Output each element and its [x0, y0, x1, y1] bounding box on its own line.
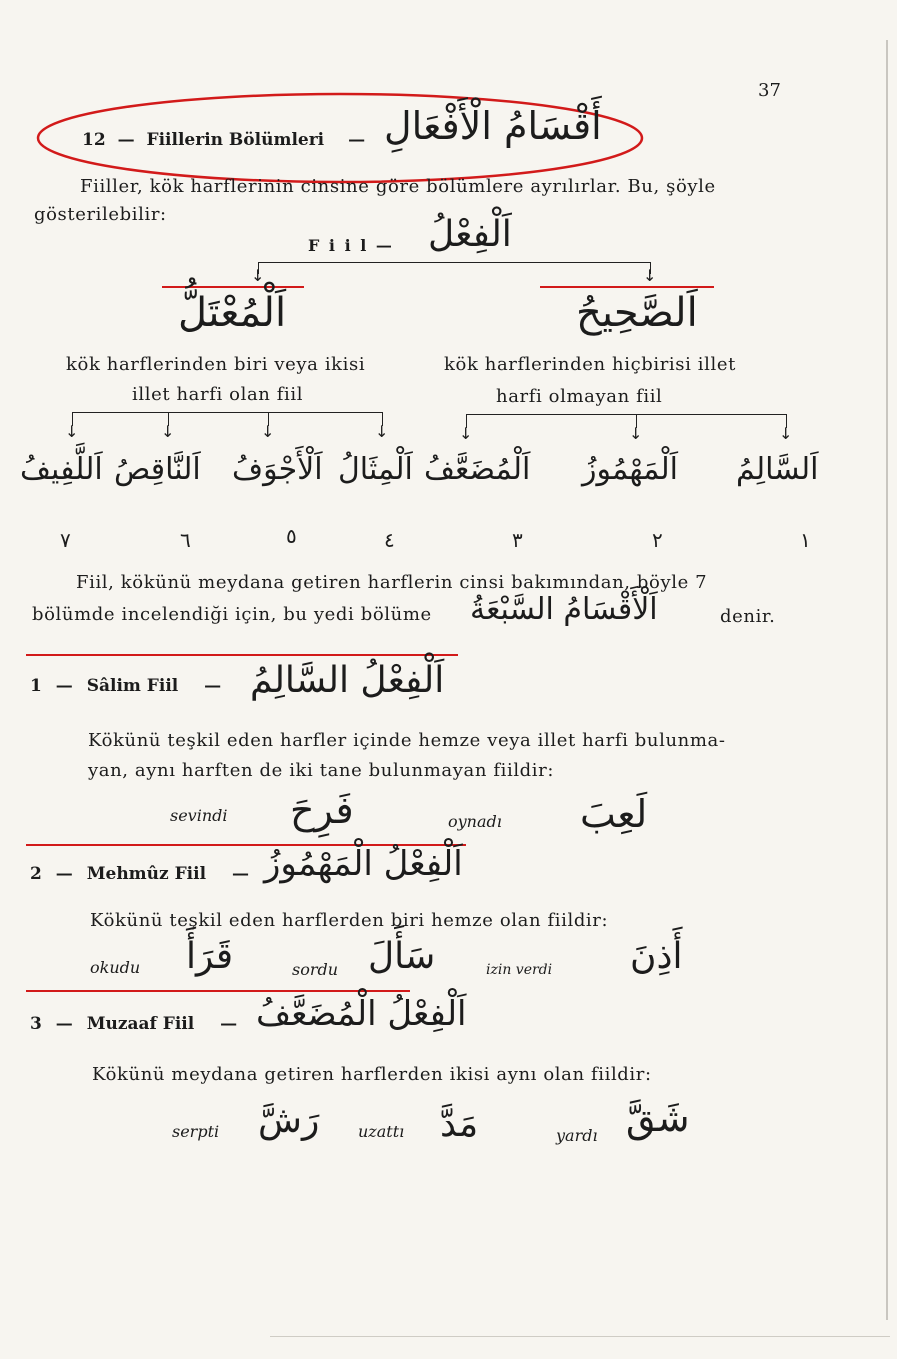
subsection-title-text: Sâlim Fiil	[86, 676, 179, 696]
diagram-root-arabic: اَلْفِعْلُ	[428, 214, 512, 255]
subsection-number: 2	[30, 864, 42, 884]
page-edge-shadow	[886, 40, 888, 1320]
type-number: ٣	[512, 528, 523, 552]
red-underline	[26, 654, 458, 656]
subsection-arabic: اَلْفِعْلُ الْمَهْمُوزُ	[264, 844, 463, 884]
example-arabic: سَأَلَ	[368, 936, 436, 977]
example-translation: uzattı	[358, 1122, 405, 1141]
type-number: ٧	[60, 528, 71, 552]
subsection-dash: —	[55, 864, 73, 884]
example-translation: serpti	[172, 1122, 220, 1141]
example-translation: sordu	[292, 960, 339, 979]
summary-end: denir.	[720, 606, 776, 627]
red-underline	[540, 286, 714, 288]
intro-line-2: gösterilebilir:	[34, 204, 167, 225]
type-number: ٢	[652, 528, 663, 552]
type-arabic: اَلسَّالِمُ	[736, 452, 819, 487]
summary-arabic: اَلْأَقْسَامُ السَّبْعَةُ	[470, 592, 658, 627]
arrow-down-icon: ↓	[251, 266, 265, 285]
subsection-number: 1	[30, 676, 42, 696]
category-right-desc-1: kök harflerinden hiçbirisi illet	[444, 354, 736, 375]
example-arabic: فَرِحَ	[290, 788, 354, 832]
diagram-root-line	[258, 262, 650, 263]
subsection-dash-2: —	[220, 1014, 238, 1034]
type-arabic: اَلْمُضَعَّفُ	[424, 452, 531, 487]
example-arabic: لَعِبَ	[580, 792, 648, 836]
subsection-number: 3	[30, 1014, 42, 1034]
section-dash-2: —	[348, 130, 366, 150]
arrow-down-icon: ↓	[779, 424, 793, 443]
type-arabic: اَللَّفِيفُ	[20, 452, 103, 487]
type-arabic: اَلنَّاقِصُ	[114, 452, 201, 487]
example-translation: izin verdi	[486, 962, 553, 978]
subsection-dash: —	[55, 1014, 73, 1034]
subsection-desc-1: Kökünü teşkil eden harfler içinde hemze veya illet harfi bulunma-	[88, 730, 726, 751]
page-number: 37	[758, 80, 781, 101]
type-number: ١	[800, 528, 811, 552]
red-underline	[26, 990, 410, 992]
diagram-root-label: F i i l —	[308, 236, 394, 255]
type-number: ٦	[180, 528, 191, 552]
subsection-title	[30, 864, 249, 884]
section-number: 12	[82, 130, 106, 150]
arrow-down-icon: ↓	[643, 266, 657, 285]
type-arabic: اَلْمَهْمُوزُ	[582, 452, 678, 487]
example-arabic: شَقَّ	[626, 1096, 690, 1140]
section-title-text: Fiillerin Bölümleri	[146, 130, 325, 150]
example-translation: yardı	[556, 1126, 598, 1145]
subsection-title-text: Muzaaf Fiil	[86, 1014, 195, 1034]
subsection-arabic: اَلْفِعْلُ الْمُضَعَّفُ	[256, 994, 467, 1034]
category-right-desc-2: harfi olmayan fiil	[496, 386, 663, 407]
section-title	[82, 130, 375, 150]
subsection-desc-1: Kökünü teşkil eden harflerden biri hemze olan fiildir:	[90, 910, 609, 931]
example-translation: okudu	[90, 958, 141, 977]
red-underline	[162, 286, 304, 288]
subsection-desc-2: yan, aynı harften de iki tane bulunmayan fiildir:	[88, 760, 555, 781]
type-arabic: اَلْأَجْوَفُ	[232, 452, 323, 487]
type-number: ٤	[384, 528, 395, 552]
type-arabic: اَلْمِثَالُ	[338, 452, 413, 487]
example-arabic: مَدَّ	[440, 1104, 479, 1145]
subsection-title	[30, 1014, 237, 1034]
arrow-down-icon: ↓	[161, 422, 175, 441]
category-left-desc-1: kök harflerinden biri veya ikisi	[66, 354, 366, 375]
subsection-dash: —	[55, 676, 73, 696]
subsection-arabic: اَلْفِعْلُ السَّالِمُ	[250, 660, 445, 701]
subsection-dash-2: —	[204, 676, 222, 696]
subsection-title	[30, 676, 221, 696]
arrow-down-icon: ↓	[629, 424, 643, 443]
right-branch-line	[466, 414, 786, 415]
example-arabic: قَرَأَ	[186, 936, 234, 977]
example-arabic: أَذِنَ	[630, 936, 683, 977]
section-title-arabic: أَقْسَامُ الْأَفْعَالِ	[384, 104, 602, 148]
subsection-title-text: Mehmûz Fiil	[86, 864, 207, 884]
subsection-dash-2: —	[231, 864, 249, 884]
example-translation: sevindi	[170, 806, 228, 825]
left-branch-line	[72, 412, 382, 413]
arrow-down-icon: ↓	[459, 424, 473, 443]
arrow-down-icon: ↓	[65, 422, 79, 441]
category-left-desc-2: illet harfi olan fiil	[132, 384, 304, 405]
example-arabic: رَشَّ	[258, 1100, 320, 1141]
example-translation: oynadı	[448, 812, 502, 831]
arrow-down-icon: ↓	[261, 422, 275, 441]
intro-line-1: Fiiller, kök harflerinin cinsine göre bölümlere ayrılırlar. Bu, şöyle	[80, 176, 716, 197]
arrow-down-icon: ↓	[375, 422, 389, 441]
type-number: ٥	[286, 524, 297, 548]
section-dash: —	[117, 130, 135, 150]
category-left-arabic: اَلْمُعْتَلُّ	[178, 290, 287, 336]
bottom-fold-line	[270, 1336, 890, 1337]
summary-line-2: bölümde incelendiği için, bu yedi bölüme	[32, 604, 432, 625]
subsection-desc-1: Kökünü meydana getiren harflerden ikisi aynı olan fiildir:	[92, 1064, 652, 1085]
category-right-arabic: اَلصَّحِيحُ	[576, 290, 698, 336]
summary-line-1: Fiil, kökünü meydana getiren harflerin cinsi bakımından, böyle 7	[76, 572, 708, 593]
